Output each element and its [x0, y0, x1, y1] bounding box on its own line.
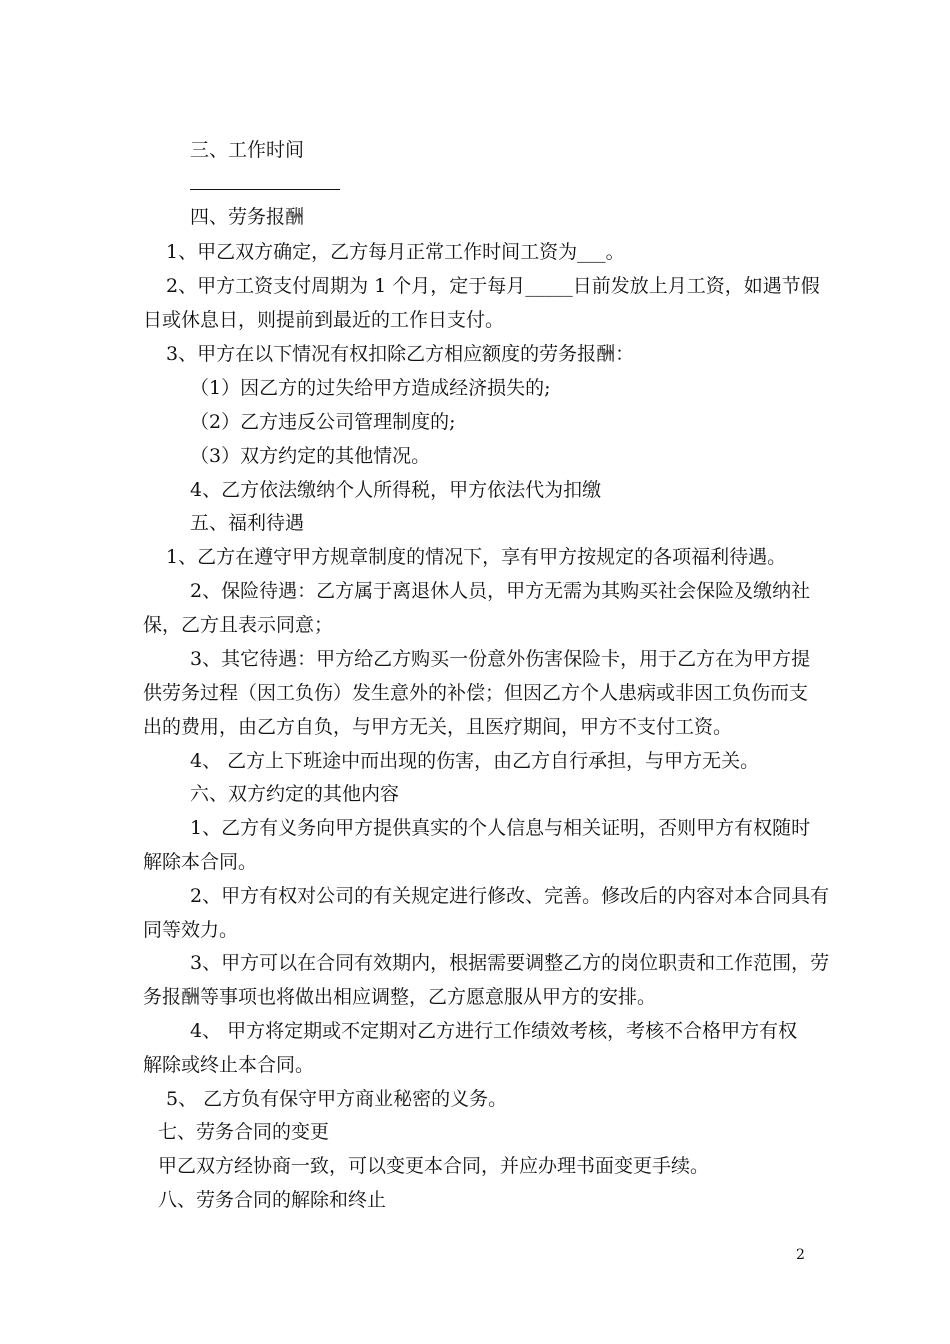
paragraph: 解除本合同。 [143, 851, 258, 873]
section-5-title: 五、福利待遇 [190, 512, 305, 534]
paragraph: 3、甲方可以在合同有效期内，根据需要调整乙方的岗位职责和工作范围，劳 [190, 952, 830, 974]
paragraph: 2、甲方有权对公司的有关规定进行修改、完善。修改后的内容对本合同具有 [190, 885, 830, 907]
page-number: 2 [796, 1247, 805, 1263]
paragraph: 甲乙双方经协商一致，可以变更本合同，并应办理书面变更手续。 [158, 1155, 710, 1177]
paragraph: 保，乙方且表示同意； [143, 614, 334, 636]
paragraph: 4、 甲方将定期或不定期对乙方进行工作绩效考核，考核不合格甲方有权 [190, 1020, 798, 1042]
blank-underline [190, 189, 340, 190]
paragraph: 2、保险待遇：乙方属于离退休人员，甲方无需为其购买社会保险及缴纳社 [190, 580, 811, 602]
paragraph: 4、 乙方上下班途中而出现的伤害，由乙方自行承担，与甲方无关。 [190, 750, 760, 772]
paragraph: 务报酬等事项也将做出相应调整，乙方愿意服从甲方的安排。 [143, 986, 657, 1008]
list-item: （2）乙方违反公司管理制度的; [190, 411, 456, 433]
list-item: （1）因乙方的过失给甲方造成经济损失的; [190, 377, 551, 399]
section-8-title: 八、劳务合同的解除和终止 [158, 1189, 387, 1211]
paragraph: 5、 乙方负有保守甲方商业秘密的义务。 [166, 1088, 508, 1110]
list-item: （3）双方约定的其他情况。 [190, 445, 431, 467]
paragraph: 解除或终止本合同。 [143, 1054, 315, 1076]
paragraph: 1、乙方有义务向甲方提供真实的个人信息与相关证明，否则甲方有权随时 [190, 817, 811, 839]
paragraph: 日或休息日，则提前到最近的工作日支付。 [143, 309, 505, 331]
paragraph: 1、甲乙双方确定，乙方每月正常工作时间工资为___。 [166, 241, 625, 263]
paragraph: 3、其它待遇：甲方给乙方购买一份意外伤害保险卡，用于乙方在为甲方提 [190, 648, 811, 670]
paragraph: 出的费用，由乙方自负，与甲方无关，且医疗期间，甲方不支付工资。 [143, 716, 733, 738]
paragraph: 3、甲方在以下情况有权扣除乙方相应额度的劳务报酬： [166, 343, 635, 365]
paragraph: 2、甲方工资支付周期为 1 个月，定于每月_____日前发放上月工资，如遇节假 [166, 275, 820, 297]
section-7-title: 七、劳务合同的变更 [158, 1121, 330, 1143]
paragraph: 1、乙方在遵守甲方规章制度的情况下，享有甲方按规定的各项福利待遇。 [166, 546, 787, 568]
section-3-title: 三、工作时间 [190, 139, 305, 161]
paragraph: 供劳务过程（因工负伤）发生意外的补偿；但因乙方个人患病或非因工负伤而支 [143, 682, 809, 704]
section-4-title: 四、劳务报酬 [190, 206, 305, 228]
paragraph: 4、乙方依法缴纳个人所得税，甲方依法代为扣缴 [190, 479, 602, 501]
section-6-title: 六、双方约定的其他内容 [190, 783, 400, 805]
paragraph: 同等效力。 [143, 919, 239, 941]
